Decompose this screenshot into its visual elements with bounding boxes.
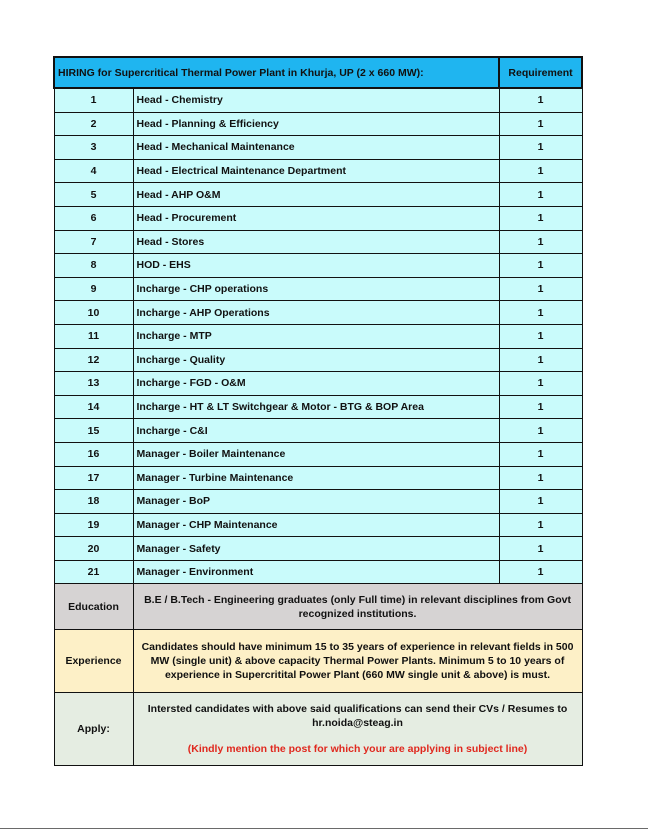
position-number: 11 (54, 324, 133, 348)
position-title: Manager - Turbine Maintenance (133, 466, 499, 490)
position-requirement: 1 (499, 277, 582, 301)
position-number: 21 (54, 560, 133, 584)
position-requirement: 1 (499, 490, 582, 514)
position-row (54, 513, 582, 537)
position-number: 14 (54, 395, 133, 419)
position-requirement: 1 (499, 560, 582, 584)
position-requirement: 1 (499, 88, 582, 112)
position-number: 20 (54, 537, 133, 561)
position-row (54, 230, 582, 254)
experience-row (54, 630, 582, 693)
position-title: Manager - Boiler Maintenance (133, 442, 499, 466)
position-title: Incharge - C&I (133, 419, 499, 443)
position-title: Head - Mechanical Maintenance (133, 136, 499, 160)
apply-email[interactable]: hr.noida@steag.in (312, 717, 403, 730)
position-requirement: 1 (499, 324, 582, 348)
position-requirement: 1 (499, 183, 582, 207)
position-number: 9 (54, 277, 133, 301)
position-title: Head - AHP O&M (133, 183, 499, 207)
position-requirement: 1 (499, 537, 582, 561)
position-requirement: 1 (499, 230, 582, 254)
position-title: Head - Electrical Maintenance Department (133, 159, 499, 183)
position-title: Head - Procurement (133, 206, 499, 230)
position-title: Incharge - FGD - O&M (133, 372, 499, 396)
details-section (54, 584, 582, 766)
position-number: 4 (54, 159, 133, 183)
apply-instruction: Intersted candidates with above said qualifications can send their CVs / Resumes to (147, 703, 568, 716)
hiring-table (53, 56, 583, 766)
position-row (54, 206, 582, 230)
apply-row (54, 693, 582, 766)
table-header-row (54, 57, 582, 88)
experience-label: Experience (54, 630, 133, 693)
position-row (54, 277, 582, 301)
position-number: 1 (54, 88, 133, 112)
position-number: 8 (54, 254, 133, 278)
position-row (54, 395, 582, 419)
page-bottom-rule (0, 828, 648, 829)
position-row (54, 183, 582, 207)
position-title: Manager - Safety (133, 537, 499, 561)
position-row (54, 112, 582, 136)
position-requirement: 1 (499, 395, 582, 419)
position-title: Incharge - HT & LT Switchgear & Motor - BTG & BOP Area (133, 395, 499, 419)
position-title: Head - Chemistry (133, 88, 499, 112)
position-number: 16 (54, 442, 133, 466)
position-row (54, 136, 582, 160)
position-number: 19 (54, 513, 133, 537)
position-requirement: 1 (499, 254, 582, 278)
position-title: Manager - CHP Maintenance (133, 513, 499, 537)
position-title: Head - Stores (133, 230, 499, 254)
position-requirement: 1 (499, 372, 582, 396)
position-row (54, 254, 582, 278)
position-requirement: 1 (499, 513, 582, 537)
position-title: Incharge - AHP Operations (133, 301, 499, 325)
position-requirement: 1 (499, 159, 582, 183)
position-requirement: 1 (499, 112, 582, 136)
position-title: Incharge - CHP operations (133, 277, 499, 301)
position-row (54, 537, 582, 561)
position-row (54, 324, 582, 348)
position-number: 5 (54, 183, 133, 207)
education-row (54, 584, 582, 630)
position-requirement: 1 (499, 419, 582, 443)
position-row (54, 560, 582, 584)
position-row (54, 372, 582, 396)
position-row (54, 88, 582, 112)
position-number: 15 (54, 419, 133, 443)
position-row (54, 419, 582, 443)
position-row (54, 490, 582, 514)
position-row (54, 442, 582, 466)
apply-content (133, 693, 582, 766)
position-number: 12 (54, 348, 133, 372)
position-number: 2 (54, 112, 133, 136)
experience-text: Candidates should have minimum 15 to 35 years of experience in relevant fields in 500 MW (single unit) & above capacity Thermal Power Plants. Minimum 5 to 10 years of experience in Supercritital Power Plant (660 MW single unit & above) is must. (133, 630, 582, 693)
hiring-title: HIRING for Supercritical Thermal Power Plant in Khurja, UP (2 x 660 MW): (54, 57, 499, 88)
position-title: Manager - Environment (133, 560, 499, 584)
position-title: Incharge - Quality (133, 348, 499, 372)
position-requirement: 1 (499, 466, 582, 490)
position-title: Incharge - MTP (133, 324, 499, 348)
education-text: B.E / B.Tech - Engineering graduates (only Full time) in relevant disciplines from Govt recognized institutions. (133, 584, 582, 630)
apply-label: Apply: (54, 693, 133, 766)
position-number: 3 (54, 136, 133, 160)
position-requirement: 1 (499, 348, 582, 372)
apply-note: (Kindly mention the post for which your are applying in subject line) (187, 743, 528, 756)
position-requirement: 1 (499, 442, 582, 466)
position-title: Manager - BoP (133, 490, 499, 514)
position-requirement: 1 (499, 136, 582, 160)
position-requirement: 1 (499, 206, 582, 230)
position-row (54, 301, 582, 325)
position-number: 13 (54, 372, 133, 396)
position-number: 6 (54, 206, 133, 230)
position-title: Head - Planning & Efficiency (133, 112, 499, 136)
requirement-header: Requirement (499, 57, 582, 88)
position-requirement: 1 (499, 301, 582, 325)
education-label: Education (54, 584, 133, 630)
position-row (54, 466, 582, 490)
position-number: 10 (54, 301, 133, 325)
position-number: 18 (54, 490, 133, 514)
position-number: 7 (54, 230, 133, 254)
hiring-table-body (54, 57, 582, 584)
position-number: 17 (54, 466, 133, 490)
position-row (54, 348, 582, 372)
position-row (54, 159, 582, 183)
position-title: HOD - EHS (133, 254, 499, 278)
